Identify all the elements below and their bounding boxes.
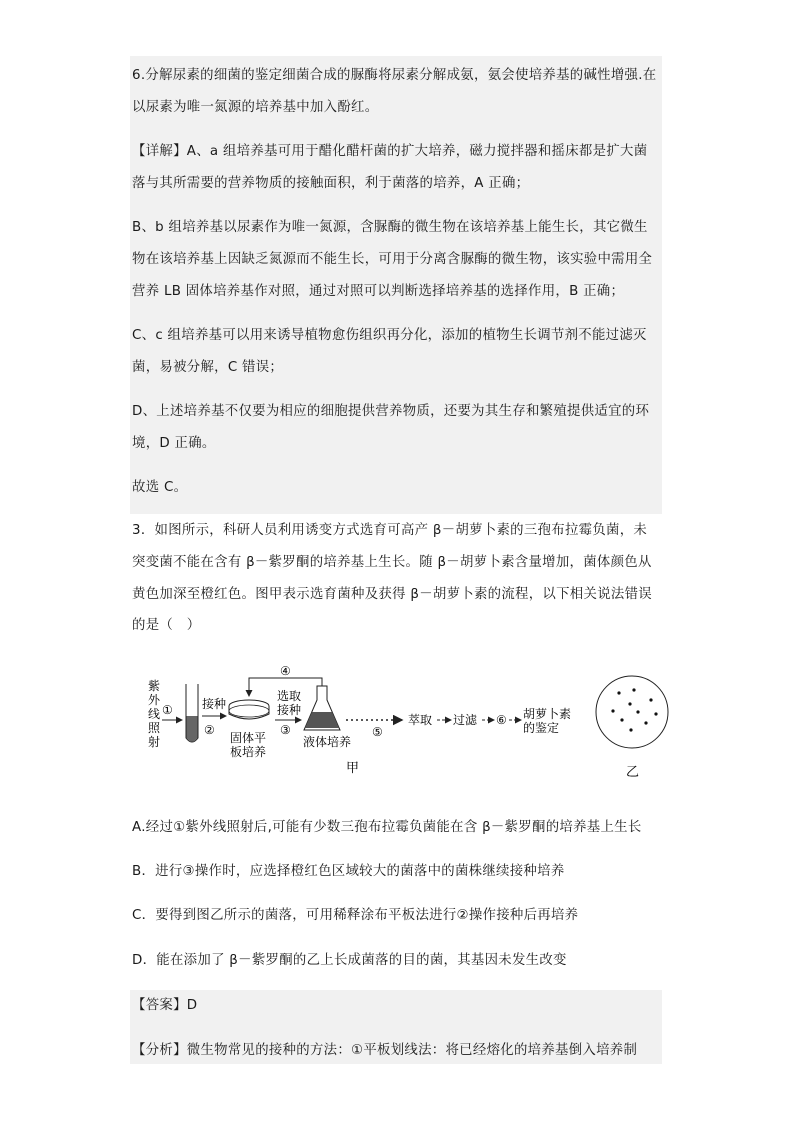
liquid-culture-label: 液体培养: [303, 735, 352, 749]
detail-line: D、上述培养基不仅要为相应的细胞提供营养物质，还要为其生存和繁殖提供适宜的环: [132, 404, 650, 419]
question-line: 3．如图所示，科研人员利用诱变方式选育可高产 β－胡萝卜素的三孢布拉霉负菌，未: [132, 523, 648, 538]
option-d: D．能在添加了 β－紫罗酮的乙上长成菌落的目的菌，其基因未发生改变: [132, 953, 567, 968]
petri-plate: [229, 700, 269, 719]
uv-char: 外: [148, 693, 161, 707]
question-line: 的是（ ）: [132, 618, 201, 633]
answer-line: 【答案】D: [132, 998, 198, 1013]
plate-label-1: 固体平: [230, 731, 267, 745]
explanation-line: 以尿素为唯一氮源的培养基中加入酚红。: [132, 100, 379, 115]
explanation-line: 6.分解尿素的细菌的鉴定细菌合成的脲酶将尿素分解成氨，氨会使培养基的碱性增强.在: [132, 68, 657, 83]
filter-label: 过滤: [453, 713, 478, 727]
uv-char: 线: [148, 707, 161, 721]
detail-line: 【详解】A、a 组培养基可用于醋化醋杆菌的扩大培养，磁力搅拌器和摇床都是扩大菌: [132, 144, 648, 159]
figure-diagram: [0, 660, 794, 800]
result-label-2: 的鉴定: [523, 721, 560, 735]
step-6-label: ⑥: [496, 713, 507, 727]
step-1-label: ①: [162, 703, 173, 717]
plate-label-2: 板培养: [230, 745, 267, 759]
option-a: A.经过①紫外线照射后,可能有少数三孢布拉霉负菌能在含 β－紫罗酮的培养基上生长: [132, 820, 642, 835]
step-2-label: ②: [204, 723, 215, 737]
question-line: 突变菌不能在含有 β－紫罗酮的培养基上生长。随 β－胡萝卜素含量增加，菌体颜色从: [132, 555, 652, 570]
question-line: 黄色加深至橙红色。图甲表示选育菌种及获得 β－胡萝卜素的流程，以下相关说法错误: [132, 587, 652, 602]
select-label-2: 接种: [277, 703, 302, 717]
option-c: C．要得到图乙所示的菌落，可用稀释涂布平板法进行②操作接种后再培养: [132, 908, 579, 923]
detail-line: B、b 组培养基以尿素作为唯一氮源，含脲酶的微生物在该培养基上能生长，其它微生: [132, 220, 648, 235]
plate-yi: [596, 676, 668, 748]
test-tube: [186, 684, 198, 742]
result-label-1: 胡萝卜素: [523, 707, 572, 721]
select-label-1: 选取: [277, 689, 302, 703]
step-3-label: ③: [280, 723, 291, 737]
analysis-line: 【分析】微生物常见的接种的方法：①平板划线法：将已经熔化的培养基倒入培养制: [132, 1043, 638, 1058]
caption-jia: 甲: [346, 761, 360, 776]
caption-yi: 乙: [626, 765, 640, 780]
detail-line: 境，D 正确。: [132, 436, 216, 451]
detail-line: 菌，易被分解，C 错误；: [132, 360, 284, 375]
detail-line: 物在该培养基上因缺乏氮源而不能生长，可用于分离含脲酶的微生物，该实验中需用全: [132, 252, 653, 267]
uv-char: 照: [148, 721, 161, 735]
uv-char: 射: [148, 735, 161, 749]
choice-line: 故选 C。: [132, 480, 188, 495]
detail-line: C、c 组培养基可以用来诱导植物愈伤组织再分化，添加的植物生长调节剂不能过滤灭: [132, 328, 647, 343]
option-b: B．进行③操作时，应选择橙红色区域较大的菌落中的菌株继续接种培养: [132, 864, 565, 879]
uv-char: 紫: [148, 679, 161, 693]
inoculate-label: 接种: [202, 697, 227, 711]
detail-line: 营养 LB 固体培养基作对照，通过对照可以判断选择培养基的选择作用，B 正确；: [132, 284, 625, 299]
extract-label: 萃取: [408, 713, 433, 727]
detail-line: 落与其所需要的营养物质的接触面积，利于菌落的培养，A 正确；: [132, 176, 530, 191]
step-4-label: ④: [280, 664, 291, 678]
flask: [304, 686, 340, 730]
step-5-label: ⑤: [372, 725, 383, 739]
